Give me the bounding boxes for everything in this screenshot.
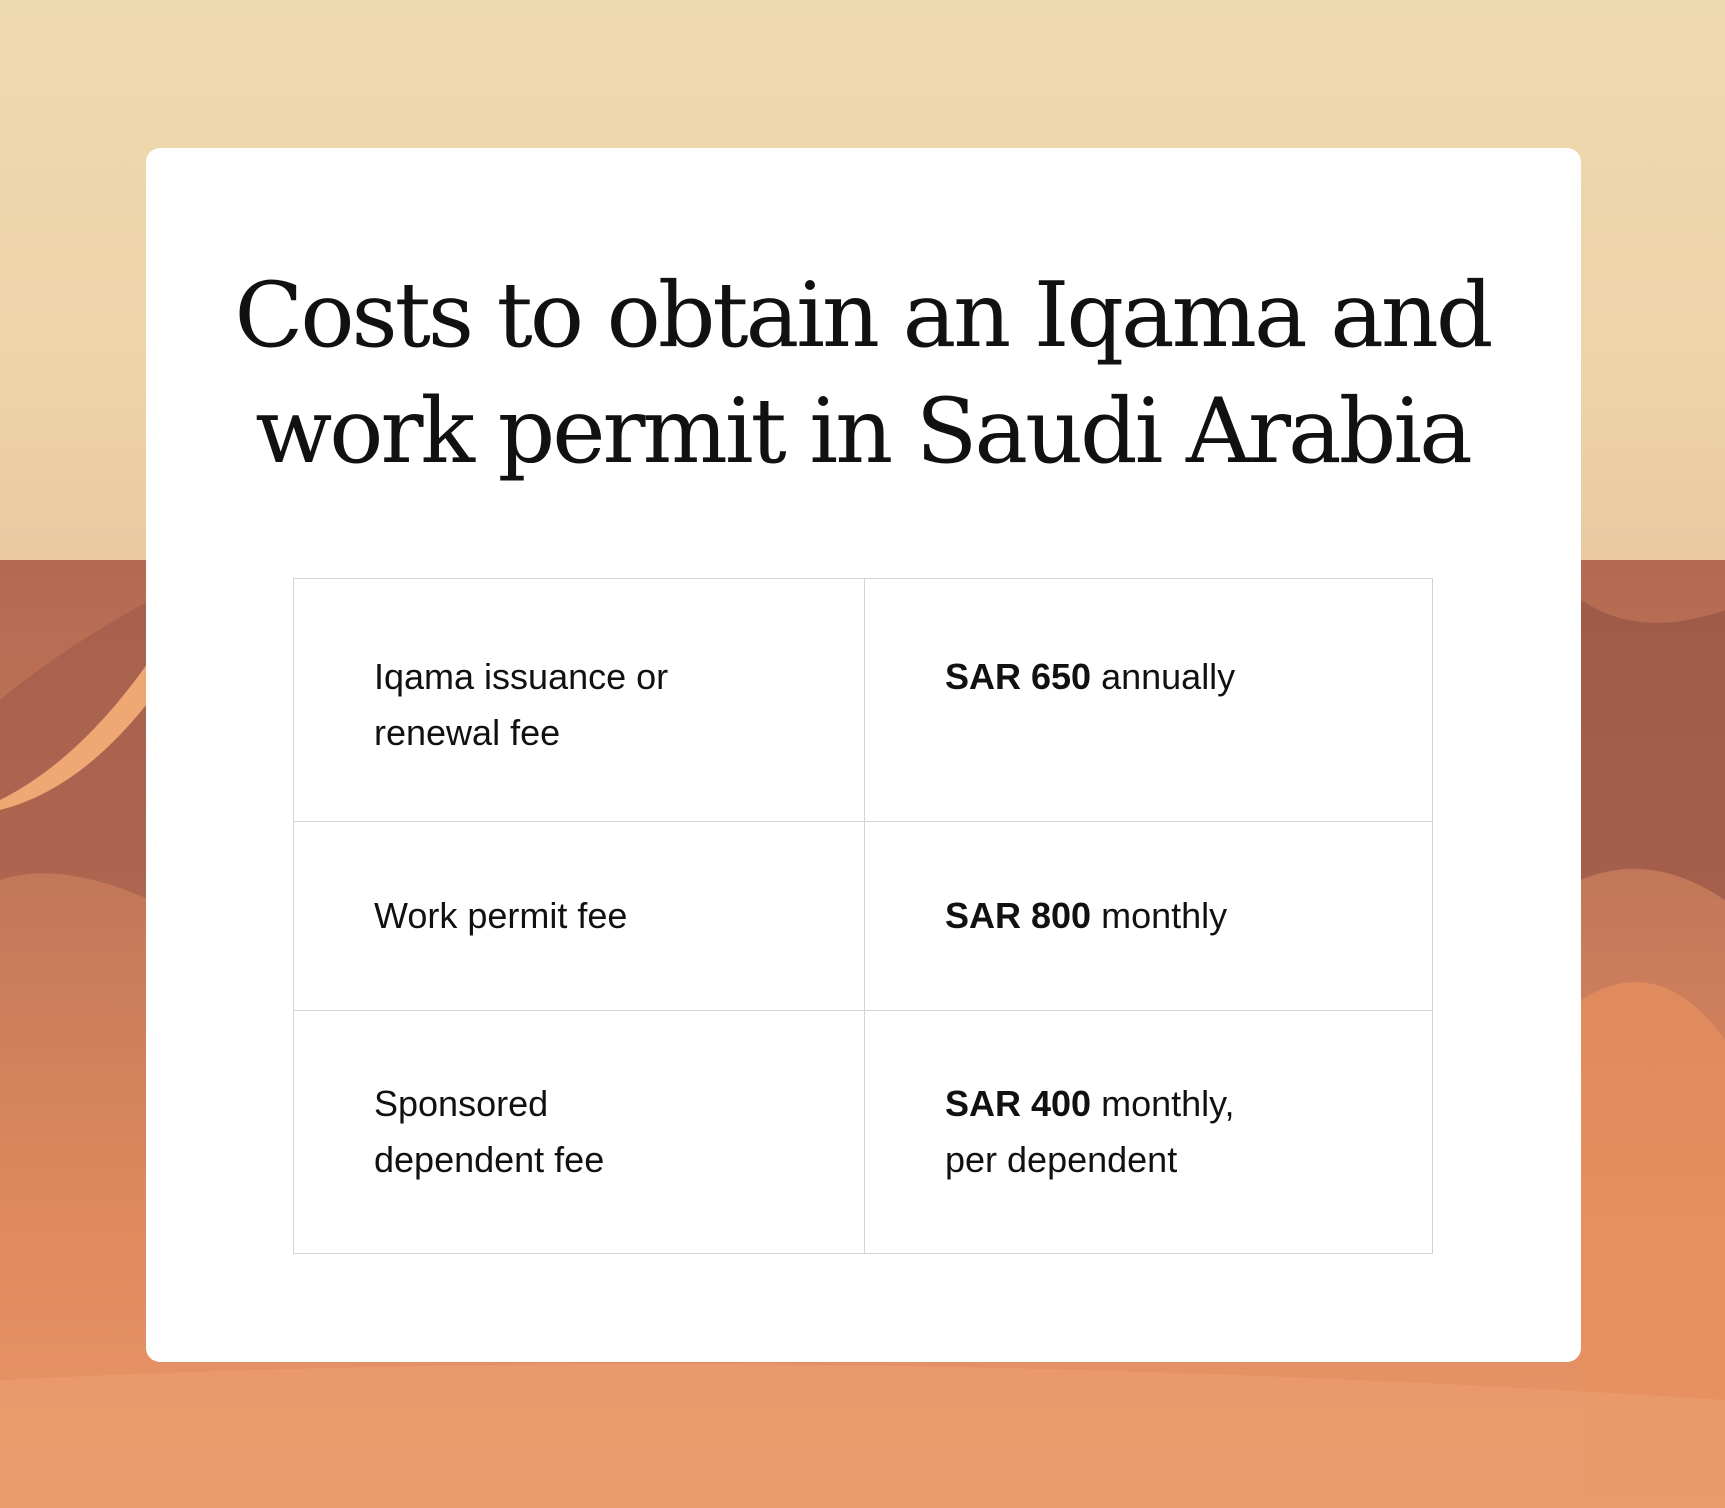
fee-amount: SAR 400 monthly, per dependent <box>865 1011 1433 1254</box>
fee-amount: SAR 800 monthly <box>865 822 1433 1011</box>
page-title <box>0 258 1725 490</box>
table-row <box>294 822 1433 1011</box>
table-row <box>294 1011 1433 1254</box>
title-line-1: Costs to obtain an Iqama and <box>234 263 1491 368</box>
table-row <box>294 579 1433 822</box>
fee-label: Iqama issuance or renewal fee <box>294 579 865 822</box>
fee-label: Sponsored dependent fee <box>294 1011 865 1254</box>
cost-table <box>293 578 1433 1254</box>
title-line-2: work permit in Saudi Arabia <box>255 379 1470 484</box>
fee-label: Work permit fee <box>294 822 865 1011</box>
fee-amount: SAR 650 annually <box>865 579 1433 822</box>
